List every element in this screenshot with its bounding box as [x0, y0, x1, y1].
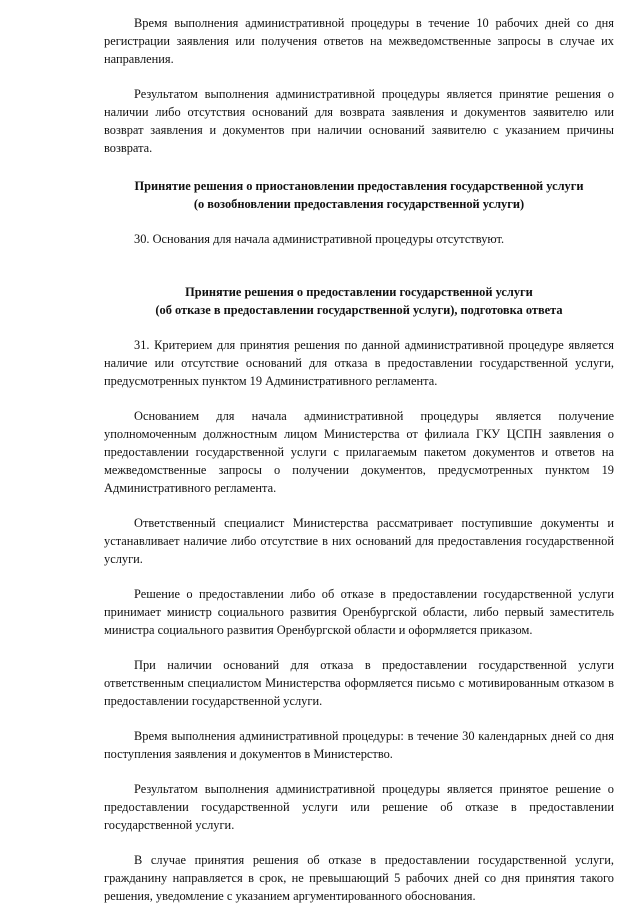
paragraph-processing-time: Время выполнения административной процедуры в течение 10 рабочих дней со дня регистрации заявления или получения ответов на межведомственные запросы в случае их направления. — [104, 16, 614, 66]
paragraph-decision-result: Результатом выполнения административной процедуры является принятое решение о предоставлении государственной услуги или решение об отказе в предоставлении государственной услуги. — [104, 782, 614, 832]
paragraph-time-30-days: Время выполнения административной процедуры: в течение 30 календарных дней со дня поступления заявления и документов в Министерство. — [104, 729, 614, 761]
paragraph-basis: Основанием для начала административной процедуры является получение уполномоченным должностным лицом Министерства от филиала ГКУ ЦСПН заявления о предоставлении государственной услуги с прилагаемым пакетом документов и ответов на межведомственные запросы о получении документов, предусмотренных пунктом 19 Административного регламента. — [104, 409, 614, 495]
paragraph-item-30: 30. Основания для начала административной процедуры отсутствуют. — [134, 232, 505, 246]
section-heading-decision — [104, 283, 614, 319]
heading-line: (об отказе в предоставлении государственной услуги), подготовка ответа — [155, 303, 563, 317]
heading-line: (о возобновлении предоставления государственной услуги) — [193, 197, 525, 211]
paragraph-item-31: 31. Критерием для принятия решения по данной административной процедуре является наличие или отсутствие оснований для отказа в предоставлении государственной услуги, предусмотренных пунктом 19 Административного регламента. — [104, 338, 614, 388]
paragraph-refusal-notice: В случае принятия решения об отказе в предоставлении государственной услуги, гражданину направляется в срок, не превышающий 5 рабочих дней со дня принятия такого решения, уведомление с указанием аргументированного обоснования. — [104, 853, 614, 903]
heading-line: Принятие решения о приостановлении предоставления государственной услуги — [134, 179, 584, 193]
heading-line: Принятие решения о предоставлении государственной услуги — [185, 285, 533, 299]
paragraph-decision-maker: Решение о предоставлении либо об отказе в предоставлении государственной услуги принимает министр социального развития Оренбургской области, либо первый заместитель министра социального развития Оренбургской области и оформляется приказом. — [104, 587, 614, 637]
paragraph-refusal-letter: При наличии оснований для отказа в предоставлении государственной услуги ответственным специалистом Министерства оформляется письмо с мотивированным отказом в предоставлении государственной услуги. — [104, 658, 614, 708]
paragraph-specialist-review: Ответственный специалист Министерства рассматривает поступившие документы и устанавливает наличие либо отсутствие в них оснований для предоставления государственной услуги. — [104, 516, 614, 566]
paragraph-result: Результатом выполнения административной процедуры является принятие решения о наличии либо отсутствия оснований для возврата заявления и документов заявителю или возврат заявления и документов при наличии оснований заявителю с указанием причины возврата. — [104, 87, 614, 155]
section-heading-suspension — [104, 177, 614, 213]
